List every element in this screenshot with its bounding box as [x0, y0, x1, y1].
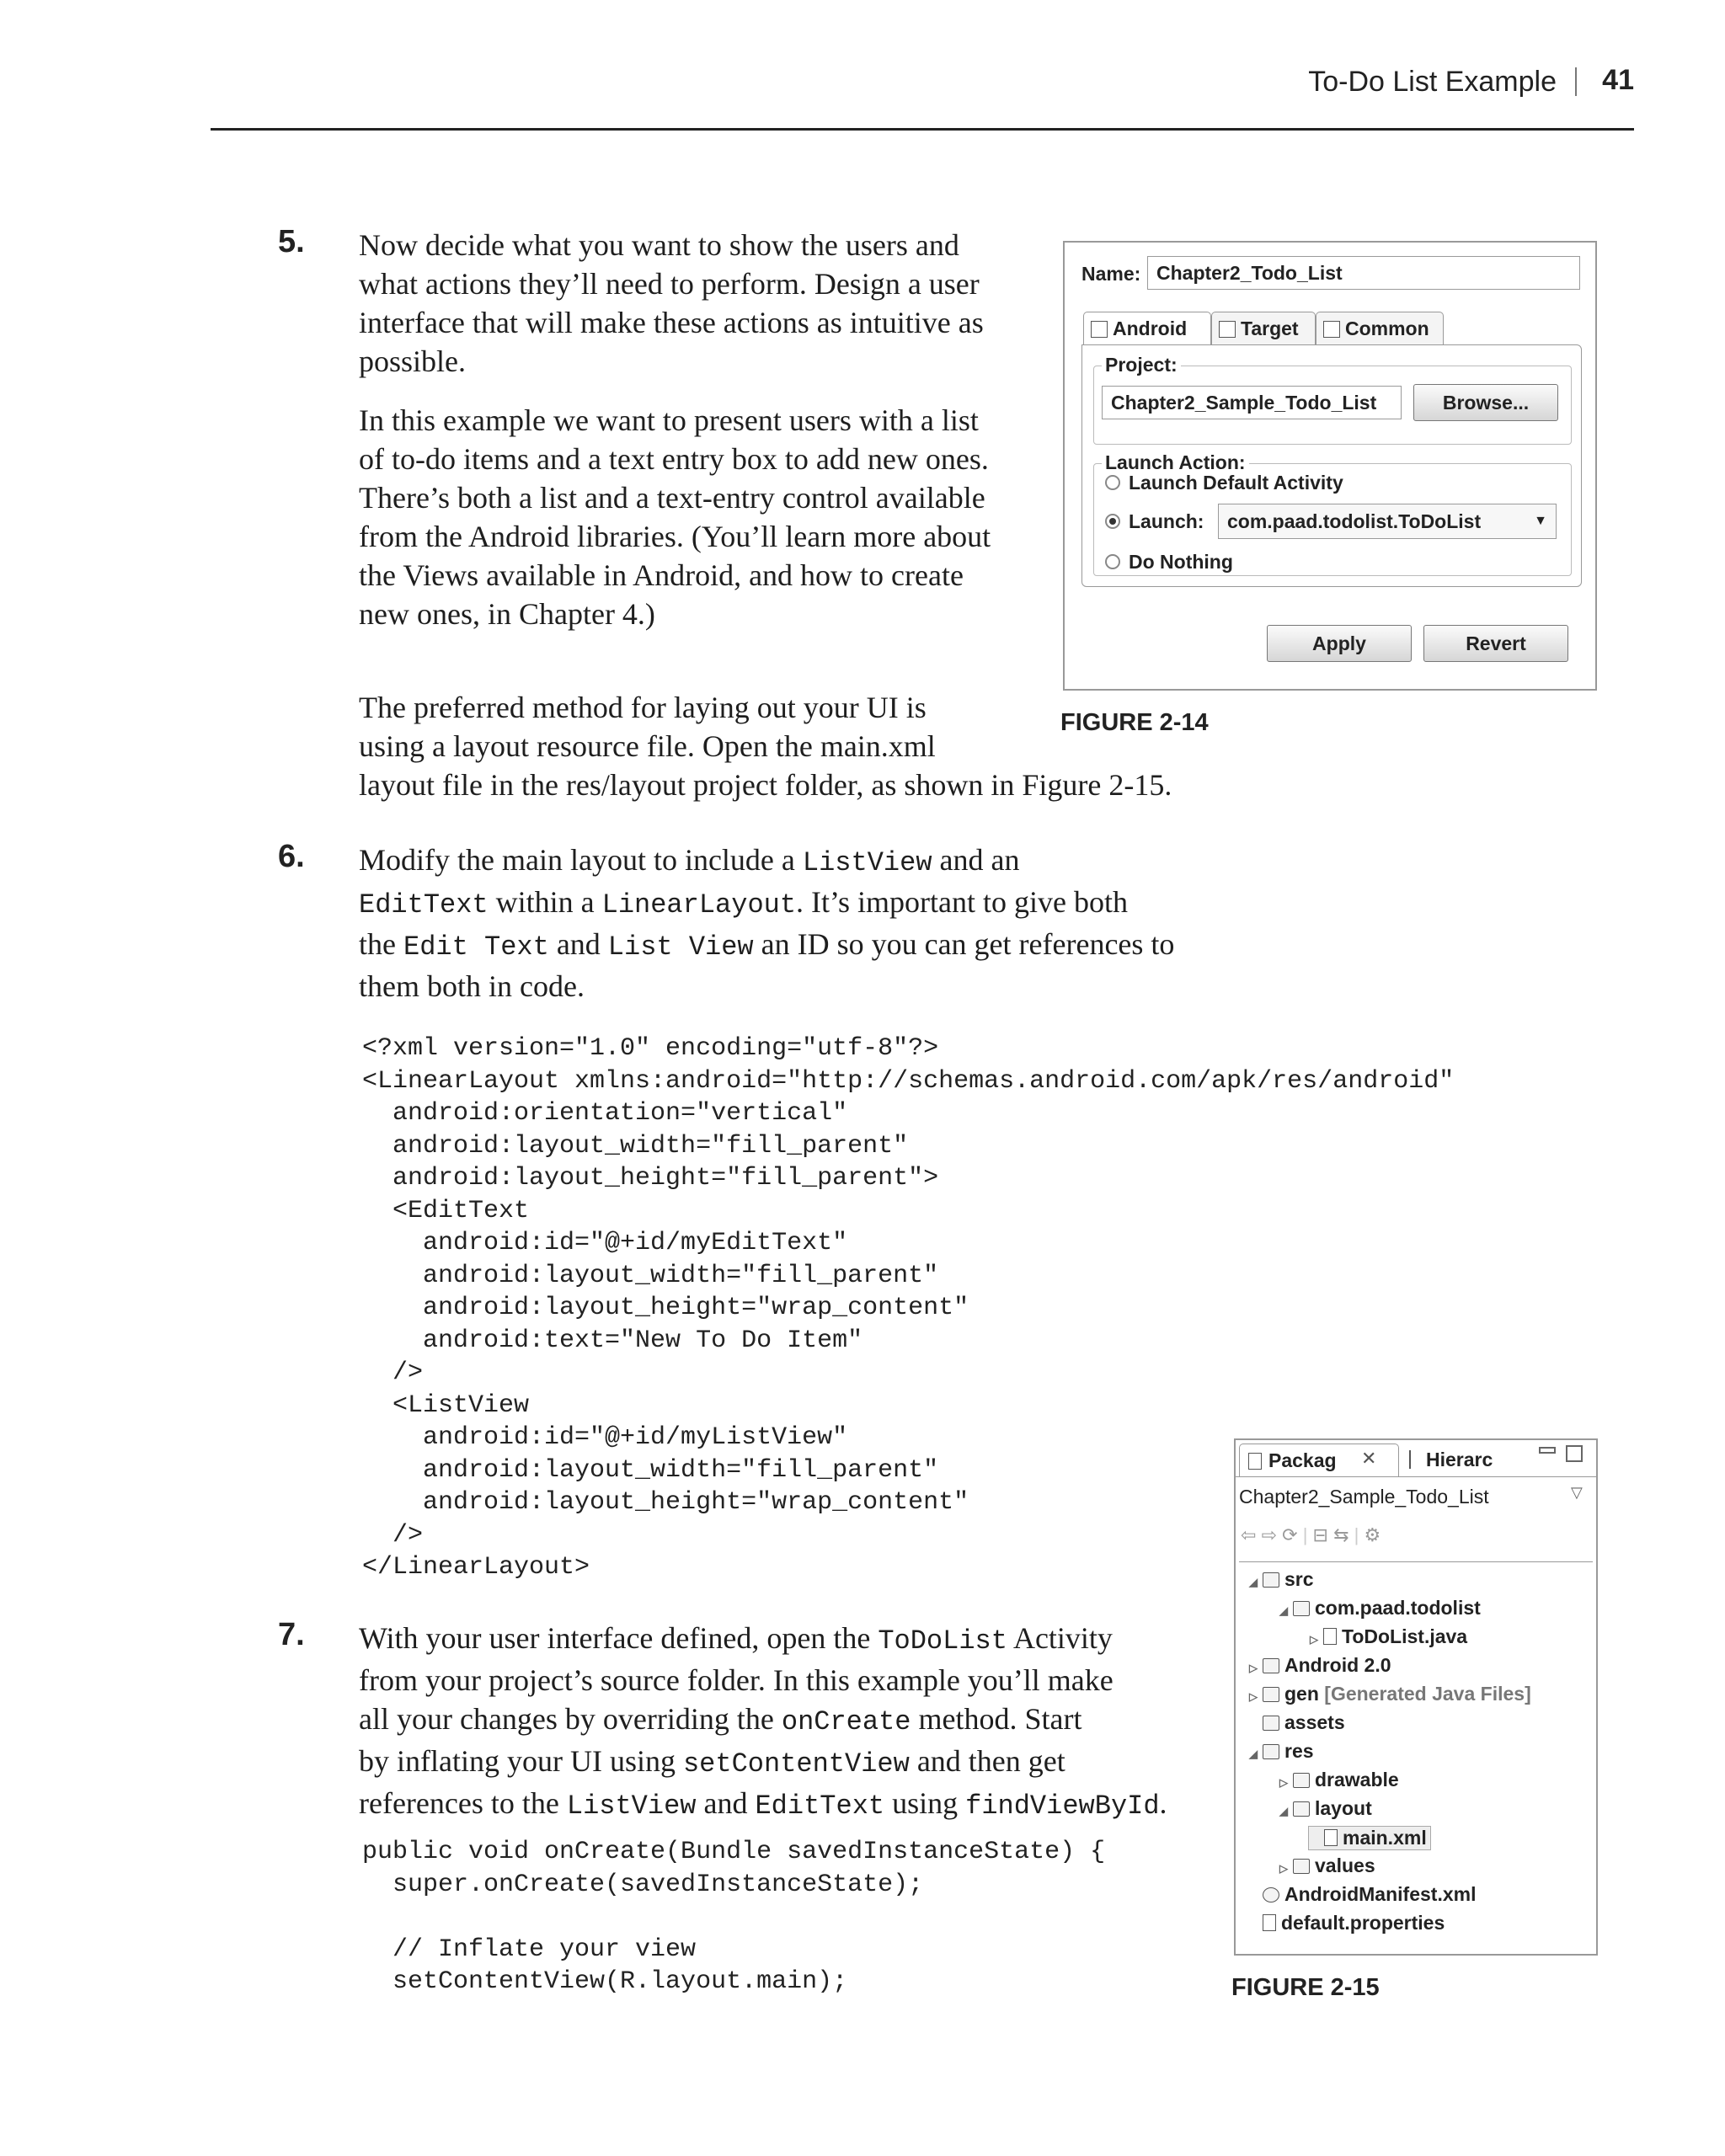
xml-file-icon [1324, 1829, 1338, 1846]
nav-toolbar [1241, 1524, 1381, 1550]
expanded-triangle-icon: ◢ [1249, 1576, 1258, 1588]
step6-line-3 [359, 925, 1243, 967]
step7-line-2: from your project’s source folder. In this example you’ll make [359, 1663, 1114, 1697]
expanded-triangle-icon: ◢ [1249, 1748, 1258, 1760]
tree-item-manifest[interactable] [1247, 1883, 1476, 1906]
tree-label: com.paad.todolist [1315, 1597, 1481, 1619]
tab-android[interactable] [1083, 312, 1211, 345]
java-code-listing: public void onCreate(Bundle savedInstanceState) { super.onCreate(savedInstanceState); // Inflate your view setContentView(R.layout.main); [362, 1838, 1106, 1996]
tab-hierarchy[interactable] [1401, 1444, 1519, 1476]
browse-button[interactable]: Browse... [1413, 384, 1558, 421]
tree-label: layout [1315, 1797, 1372, 1819]
step5-text-2: In this example we want to present users with a list of to-do items and a text entry box to add new ones. There’s both a list and a text-entry control available from the Android libraries. (You’ll learn more about the Views available in Android, and how to create new ones, in Chapter 4.) [359, 403, 991, 631]
java-file-icon [1323, 1628, 1337, 1645]
step7-line-3 [359, 1700, 1218, 1742]
step7-text: references to the [359, 1786, 567, 1820]
name-label: Name: [1081, 263, 1141, 285]
manifest-icon [1263, 1887, 1279, 1903]
collapsed-triangle-icon: ▷ [1249, 1662, 1258, 1674]
inline-code: Edit Text [403, 931, 549, 963]
step7-line-1 [359, 1619, 1218, 1661]
inline-code: onCreate [781, 1706, 911, 1737]
step5-text-3a: The preferred method for laying out your UI is using a layout resource file. Open the main.xml [359, 691, 936, 763]
step6-text: the [359, 927, 403, 961]
toolbar-divider: | [1302, 1524, 1308, 1545]
name-field[interactable]: Chapter2_Todo_List [1147, 256, 1580, 290]
step7-line-5 [359, 1784, 1218, 1826]
radio-launch-default[interactable] [1105, 475, 1120, 490]
library-icon [1263, 1658, 1279, 1673]
tree-label: ToDoList.java [1342, 1625, 1468, 1647]
xml-code-listing: <?xml version="1.0" encoding="utf-8"?> <LinearLayout xmlns:android="http://schemas.android.com/apk/res/android" android:orientation="vertical" android:layout_width="fill_parent" android:layout_height="fill_parent"> <EditText android:id="@+id/myEditText" android:layout_width="fill_parent" android:layout_height="wrap_content" android:text="New To Do Item" /> <ListView android:id="@+id/myListView" android:layout_width="fill_parent" android:layout_height="wrap_content" /> </LinearLayout> [362, 1034, 1455, 1582]
view-menu-icon[interactable]: ▽ [1571, 1484, 1583, 1501]
figure-2-14-run-config-dialog [1063, 241, 1597, 691]
step7-text: using [884, 1786, 966, 1820]
figure-2-14-caption: FIGURE 2-14 [1060, 709, 1209, 736]
tree-item-package[interactable] [1278, 1597, 1481, 1620]
tree-item-res[interactable] [1247, 1740, 1314, 1763]
tab-hierarchy-label: Hierarc [1426, 1449, 1493, 1470]
tab-android-label: Android [1113, 318, 1188, 339]
step7-text: method. Start [911, 1702, 1082, 1736]
step-number-6: 6. [278, 839, 305, 874]
package-icon [1248, 1453, 1262, 1470]
expanded-triangle-icon: ◢ [1279, 1604, 1288, 1617]
launch-label: Launch: [1129, 510, 1204, 532]
header-title: To-Do List Example [1308, 66, 1557, 98]
step6-line-1 [359, 841, 1243, 883]
running-header [211, 51, 1634, 131]
tab-common-label: Common [1345, 318, 1429, 339]
step6-text: within a [488, 885, 602, 919]
tree-label-note: [Generated Java Files] [1324, 1683, 1531, 1705]
folder-icon [1263, 1744, 1279, 1759]
step5-paragraph-3b [359, 766, 1285, 804]
inline-code: findViewById [965, 1790, 1160, 1822]
tab-target-label: Target [1241, 318, 1299, 339]
figure-2-15-package-explorer [1234, 1438, 1598, 1956]
step7-line-4 [359, 1742, 1218, 1784]
project-field[interactable]: Chapter2_Sample_Todo_List [1102, 386, 1402, 419]
properties-file-icon [1263, 1914, 1276, 1931]
package-icon [1293, 1601, 1310, 1616]
step7-text: and then get [909, 1744, 1065, 1778]
tree-label: Android 2.0 [1284, 1654, 1391, 1676]
step6-text: . It’s important to give both [796, 885, 1129, 919]
link-editor-icon[interactable]: ⇆ [1333, 1524, 1349, 1545]
tab-common[interactable] [1316, 312, 1444, 345]
folder-icon [1263, 1716, 1279, 1731]
dropdown-arrow-icon: ▼ [1534, 514, 1547, 528]
radio-do-nothing[interactable] [1105, 554, 1120, 569]
folder-icon [1293, 1859, 1310, 1874]
step6-text: Modify the main layout to include a [359, 843, 803, 877]
inline-code: List View [607, 931, 754, 963]
tab-target[interactable] [1211, 312, 1316, 345]
page-number: 41 [1602, 64, 1634, 96]
step7-text: . [1159, 1786, 1167, 1820]
inline-code: EditText [755, 1790, 885, 1822]
step7-text: all your changes by overriding the [359, 1702, 782, 1736]
inline-code: ListView [802, 847, 932, 878]
tree-item-layout[interactable] [1278, 1797, 1372, 1820]
inline-code: ListView [566, 1790, 697, 1822]
tree-item-assets[interactable] [1247, 1711, 1345, 1734]
step6-line-2 [359, 883, 1243, 925]
step7-text: by inflating your UI using [359, 1744, 683, 1778]
project-name: Chapter2_Sample_Todo_List [1239, 1486, 1489, 1508]
step6-text: an ID so you can get references to [753, 927, 1175, 961]
tab-package-explorer[interactable] [1239, 1444, 1399, 1476]
step6-paragraph [359, 841, 1243, 1006]
tree-label: gen [1284, 1683, 1319, 1705]
toolbar-divider-line [1239, 1561, 1593, 1562]
apply-button[interactable]: Apply [1267, 625, 1412, 662]
android-tab-icon [1091, 321, 1108, 338]
tree-item-src[interactable] [1247, 1568, 1314, 1591]
up-icon[interactable]: ⟳ [1282, 1524, 1298, 1545]
tree-item-main-xml[interactable] [1308, 1826, 1431, 1850]
tree-item-gen[interactable] [1247, 1683, 1531, 1705]
collapse-all-icon[interactable]: ⊟ [1312, 1524, 1328, 1545]
tree-label: drawable [1315, 1769, 1399, 1790]
toolbar-divider: | [1354, 1524, 1359, 1545]
tab-package-label: Packag [1268, 1449, 1337, 1471]
inline-code: LinearLayout [601, 889, 797, 921]
step5-text-3b: layout file in the res/layout project folder, as shown in Figure 2-15. [359, 768, 1172, 802]
tree-item-drawable[interactable] [1278, 1769, 1399, 1791]
figure-2-15-caption: FIGURE 2-15 [1231, 1974, 1380, 2001]
revert-button[interactable]: Revert [1423, 625, 1568, 662]
project-label: Project: [1102, 354, 1181, 376]
launch-action-label: Launch Action: [1102, 451, 1249, 474]
inline-code: EditText [359, 889, 489, 921]
tab-divider [1236, 1476, 1596, 1477]
launch-default-label: Launch Default Activity [1129, 472, 1343, 494]
tree-label: default.properties [1281, 1912, 1445, 1934]
step-number-7: 7. [278, 1617, 305, 1652]
tree-label: src [1284, 1568, 1314, 1590]
inline-code: ToDoList [878, 1625, 1007, 1657]
step7-text: With your user interface defined, open the [359, 1621, 879, 1655]
step7-text: Activity [1007, 1621, 1113, 1655]
collapsed-triangle-icon: ▷ [1279, 1776, 1288, 1789]
back-icon[interactable]: ⇦ [1241, 1524, 1257, 1545]
collapsed-triangle-icon: ▷ [1279, 1862, 1288, 1875]
collapsed-triangle-icon: ▷ [1249, 1690, 1258, 1703]
tree-item-default-properties[interactable] [1247, 1912, 1445, 1935]
tree-label: assets [1284, 1711, 1345, 1733]
inline-code: setContentView [682, 1748, 910, 1780]
collapsed-triangle-icon: ▷ [1310, 1633, 1318, 1646]
step-number-5: 5. [278, 224, 305, 259]
tree-item-todolist-java[interactable] [1308, 1625, 1467, 1648]
tree-label: main.xml [1343, 1827, 1427, 1849]
forward-icon[interactable]: ⇨ [1261, 1524, 1277, 1545]
minimize-icon[interactable] [1539, 1447, 1556, 1454]
tree-label: values [1315, 1854, 1375, 1876]
step5-paragraph-1 [359, 226, 1016, 381]
tree-item-values[interactable] [1278, 1854, 1375, 1877]
close-icon[interactable]: ✕ [1361, 1448, 1377, 1469]
tree-label: res [1284, 1740, 1314, 1762]
common-tab-icon [1323, 321, 1340, 338]
step7-paragraph [359, 1619, 1218, 1826]
hierarchy-icon [1409, 1450, 1421, 1469]
source-folder-icon [1263, 1572, 1279, 1588]
tree-item-android[interactable] [1247, 1654, 1391, 1677]
tree-label: AndroidManifest.xml [1284, 1883, 1477, 1905]
step5-paragraph-2 [359, 401, 1007, 633]
step7-text: and [696, 1786, 756, 1820]
source-folder-icon [1263, 1687, 1279, 1702]
maximize-icon[interactable] [1566, 1445, 1583, 1462]
folder-icon [1293, 1801, 1310, 1817]
step6-text: and [548, 927, 608, 961]
folder-icon [1293, 1773, 1310, 1788]
step5-text-1: Now decide what you want to show the users and what actions they’ll need to perform. Design a user interface that will make these actions as intuitive as possible. [359, 228, 984, 378]
radio-launch[interactable] [1105, 514, 1120, 529]
target-tab-icon [1219, 321, 1236, 338]
expanded-triangle-icon: ◢ [1279, 1805, 1288, 1817]
do-nothing-label: Do Nothing [1129, 551, 1233, 573]
filter-icon[interactable]: ⚙ [1364, 1524, 1381, 1545]
header-separator [1575, 67, 1577, 96]
launch-activity-select[interactable] [1218, 504, 1557, 539]
launch-activity-value: com.paad.todolist.ToDoList [1227, 510, 1482, 532]
step6-line-4: them both in code. [359, 969, 585, 1003]
step6-text: and an [932, 843, 1020, 877]
step5-paragraph-3a [359, 688, 999, 766]
